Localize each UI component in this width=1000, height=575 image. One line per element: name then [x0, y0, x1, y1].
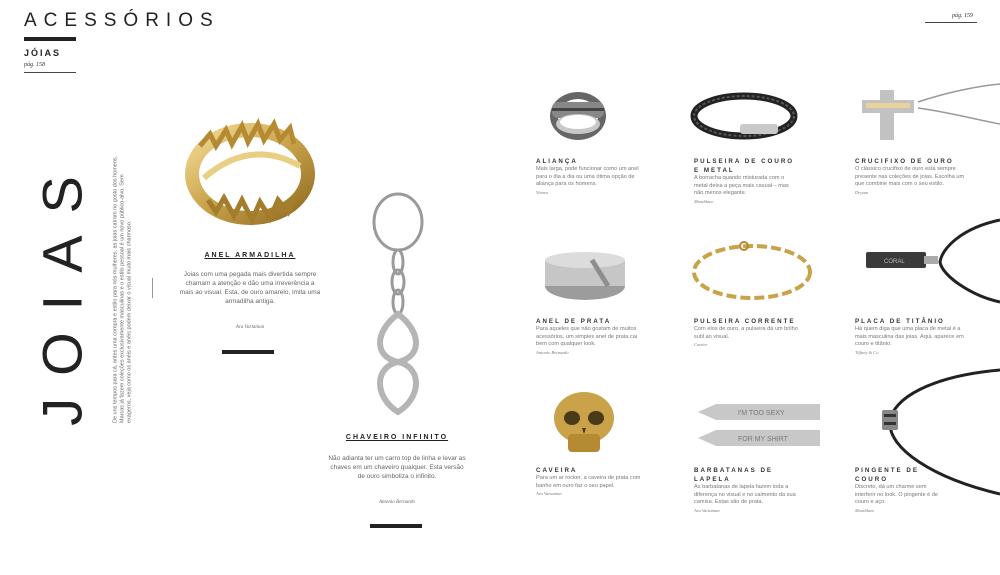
item-credit: Cartier: [694, 342, 708, 348]
item-name: PLACA DE TITÂNIO: [855, 318, 945, 325]
leather-bracelet-image: [690, 90, 798, 142]
silver-ring-image: [542, 250, 628, 304]
item-credit: Dryzun: [855, 189, 869, 195]
item-credit: Tiffany & Co.: [855, 349, 880, 355]
gold-crucifix-image: [858, 82, 1000, 152]
titanium-tag-image: [862, 218, 1000, 304]
spread-title: JOIAS: [30, 154, 94, 426]
item-name: BARBATANAS DE LAPELA: [694, 467, 774, 483]
page-number-right: pág. 159: [952, 13, 973, 19]
item-name: CAVEIRA: [536, 467, 578, 474]
item-credit: Montblanc: [694, 198, 714, 204]
featured-credit-trap-ring: Ara Vartanian: [235, 325, 265, 330]
item-name: ALIANÇA: [536, 158, 578, 165]
collar-stay-engraving-2: FOR MY SHIRT: [738, 436, 788, 443]
featured-desc-trap-ring: Joias com uma pegada mais divertida sempre chamam a atenção e dão uma irreverência a mais ao visual. Esta, de ouro amarelo, imita uma armadilha antiga.: [179, 271, 321, 305]
item-desc: Com elos de ouro, a pulseira dá um brilho sutil ao visual.: [694, 326, 798, 340]
wedding-band-image: [546, 88, 610, 144]
trap-ring-image: [180, 108, 320, 230]
item-leather-bracelet: [694, 157, 798, 204]
item-name: PULSEIRA DE COURO E METAL: [694, 158, 795, 174]
page-number-left: pág. 158: [24, 62, 45, 68]
item-credit: Ara Vartanian: [536, 491, 562, 497]
featured-name-trap-ring: ANEL ARMADILHA: [204, 252, 296, 259]
intro-divider: [152, 278, 153, 298]
item-name: ANEL DE PRATA: [536, 318, 612, 325]
item-desc: Discreto, dá um charme sem interferir no look. O pingente é de couro e aço.: [855, 484, 939, 506]
page-right-underline: [925, 22, 977, 23]
header-rule: [24, 37, 76, 41]
item-silver-ring: [536, 317, 648, 355]
item-desc: Há quem diga que uma placa de metal é a mais masculina das joias. Aqui, aparece em couro e titânio.: [855, 326, 964, 348]
item-wedding-band: [536, 157, 648, 195]
item-credit: Vivara: [536, 189, 548, 195]
section-title: ACESSÓRIOS: [24, 10, 220, 31]
item-crucifix: [855, 157, 967, 195]
header-underline: [24, 72, 76, 73]
featured-desc-keychain: Não adianta ter um carro top de linha e levar as chaves em um chaveiro qualquer. Esta versão de ouro simboliza o infinito.: [328, 455, 466, 480]
infinity-keychain-image: [366, 192, 430, 422]
collar-stay-engraving-1: I'M TOO SEXY: [738, 410, 785, 417]
item-desc: Para um ar rocker, a caveira de prata com banho em ouro faz o seu papel.: [536, 475, 641, 489]
featured-rule-keychain: [370, 524, 422, 528]
item-credit: Antonio Bernardo: [536, 349, 569, 355]
item-credit: Ara Vartanian: [694, 507, 720, 513]
subsection-title: JÓIAS: [24, 48, 62, 58]
item-desc: Mais larga, pode funcionar como um anel para o dia a dia ou uma ótima opção de aliança para os homens.: [536, 166, 639, 188]
item-desc: A borracha quando misturada com o metal deixa a peça mais casual – mas não menos elegante.: [694, 175, 789, 197]
featured-rule-trap-ring: [222, 350, 274, 354]
item-name: CRUCIFIXO DE OURO: [855, 158, 954, 165]
item-desc: Para aqueles que não gostam de muitos acessórios, um simples anel de prata cai bem com qualquer look.: [536, 326, 638, 348]
item-desc: As barbatanas de lapela fazem toda a diferença no visual e no caimento da sua camisa. Estas são de prata.: [694, 484, 796, 506]
item-titanium-tag: [855, 317, 967, 355]
featured-credit-keychain: Antonio Bernardo: [378, 500, 416, 505]
item-name: PULSEIRA CORRENTE: [694, 318, 796, 325]
item-credit: Montblanc: [855, 507, 875, 513]
item-collar-stays: [694, 466, 806, 513]
collar-stays-image: [696, 400, 824, 450]
chain-bracelet-image: [688, 238, 816, 306]
item-desc: O clássico crucifixo de ouro está sempre presente nas coleções de joias. Escolha um que combine mais com o seu estilo.: [855, 166, 965, 188]
item-skull-ring: [536, 466, 648, 496]
item-leather-pendant: [855, 466, 939, 513]
skull-ring-image: [548, 388, 620, 458]
intro-text: De uns tempos para cá, antes uma compra e estilo para nós mulheres, as joias caíram no gosto dos homens. Marcas já fazem coleções exclusivamente masculinas e o estilo pessoal é um novo público-alvo. Sem exageros, veja como os anéis e anéis podem deixar o visual muito mais charmoso.: [112, 155, 133, 423]
featured-name-keychain: CHAVEIRO INFINITO: [345, 434, 449, 441]
item-name: PINGENTE DE COURO: [855, 467, 919, 483]
tag-engraving: CORAL: [884, 259, 905, 265]
item-chain-bracelet: [694, 317, 806, 347]
